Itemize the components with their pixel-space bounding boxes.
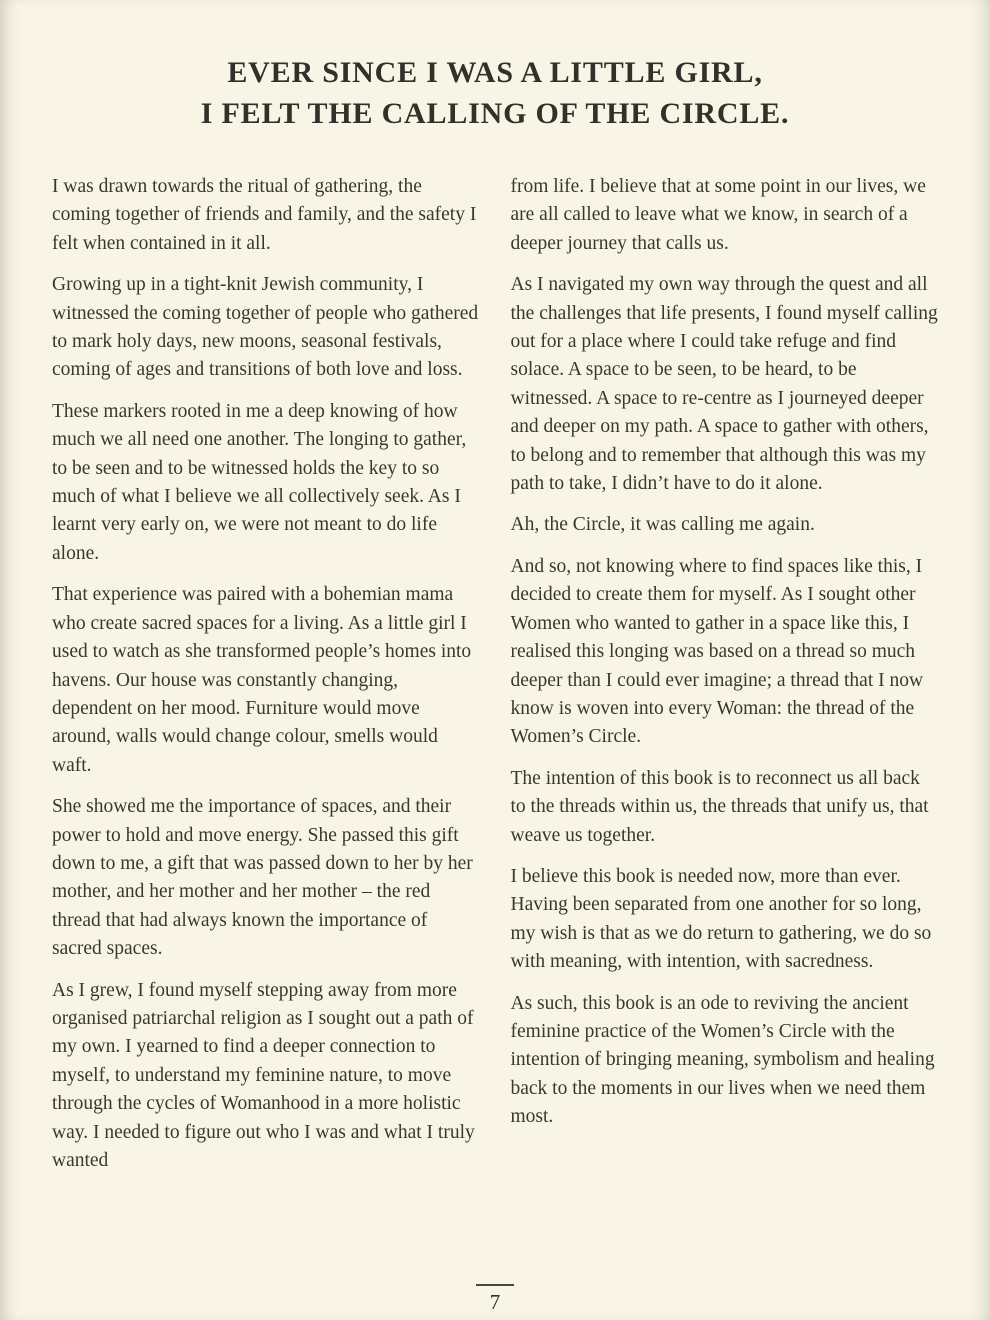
page-number: 7 (489, 1290, 501, 1314)
paragraph: Growing up in a tight-knit Jewish community, I witnessed the coming together of people who gathered to mark holy days, new moons, seasonal festivals, coming of ages and transitions of both love and loss. (52, 274, 479, 381)
paragraph: The intention of this book is to reconnect us all back to the threads within us, the threads that unify us, that weave us together. (510, 767, 929, 846)
paragraph: As I grew, I found myself stepping away from more organised patriarchal religion as I sought out a path of my own. I yearned to find a deeper connection to myself, to understand my feminine nature, to move through the cycles of Womanhood in a more holistic way. I needed to figure out who I was and what I truly wanted (52, 979, 475, 1171)
chapter-title (0, 0, 990, 134)
paragraph: She showed me the importance of spaces, and their power to hold and move energy. She passed this gift down to me, a gift that was passed down to her by her mother, and her mother and her mother – the red thread that had always known the importance of sacred spaces. (52, 796, 473, 960)
paragraph: Ah, the Circle, it was calling me again. (510, 514, 815, 536)
left-column (52, 173, 480, 1188)
body-columns (0, 173, 990, 1188)
paragraph: As such, this book is an ode to reviving the ancient feminine practice of the Women’s Circle with the intention of bringing meaning, symbolism and healing back to the moments in our lives when we need them most. (510, 992, 935, 1128)
paragraph: from life. I believe that at some point in our lives, we are all called to leave what we know, in search of a deeper journey that calls us. (510, 176, 926, 254)
chapter-title-line-1: EVER SINCE I WAS A LITTLE GIRL, (227, 56, 763, 89)
page-footer (0, 1284, 990, 1314)
right-column (511, 173, 939, 1188)
paragraph: That experience was paired with a bohemian mama who create sacred spaces for a living. As a little girl I used to watch as she transformed people’s homes into havens. Our house was constantly changing, dependent on her mood. Furniture would move around, walls would change colour, smells would waft. (52, 584, 472, 776)
paragraph: I was drawn towards the ritual of gathering, the coming together of friends and family, and the safety I felt when contained in it all. (52, 176, 477, 254)
paragraph: As I navigated my own way through the quest and all the challenges that life presents, I found myself calling out for a place where I could take refuge and find solace. A space to be seen, to be heard, to be witnessed. A space to re-centre as I journeyed deeper and deeper on my path. A space to gather with others, to belong and to remember that although this was my path to take, I didn’t have to do it alone. (510, 274, 938, 495)
paragraph: And so, not knowing where to find spaces like this, I decided to create them for myself. As I sought other Women who wanted to gather in a space like this, I realised this longing was based on a thread so much deeper than I could ever imagine; a thread that I now know is woven into every Woman: the thread of the Women’s Circle. (510, 555, 924, 748)
chapter-title-line-2: I FELT THE CALLING OF THE CIRCLE. (200, 97, 790, 130)
paragraph: I believe this book is needed now, more than ever. Having been separated from one another for so long, my wish is that as we do return to gathering, we do so with meaning, with intention, with sacredness. (510, 865, 932, 973)
footer-rule (476, 1284, 514, 1286)
paragraph: These markers rooted in me a deep knowing of how much we all need one another. The longing to gather, to be seen and to be witnessed holds the key to so much of what I believe we all collectively seek. As I learnt very early on, we were not meant to do life alone. (52, 400, 467, 564)
